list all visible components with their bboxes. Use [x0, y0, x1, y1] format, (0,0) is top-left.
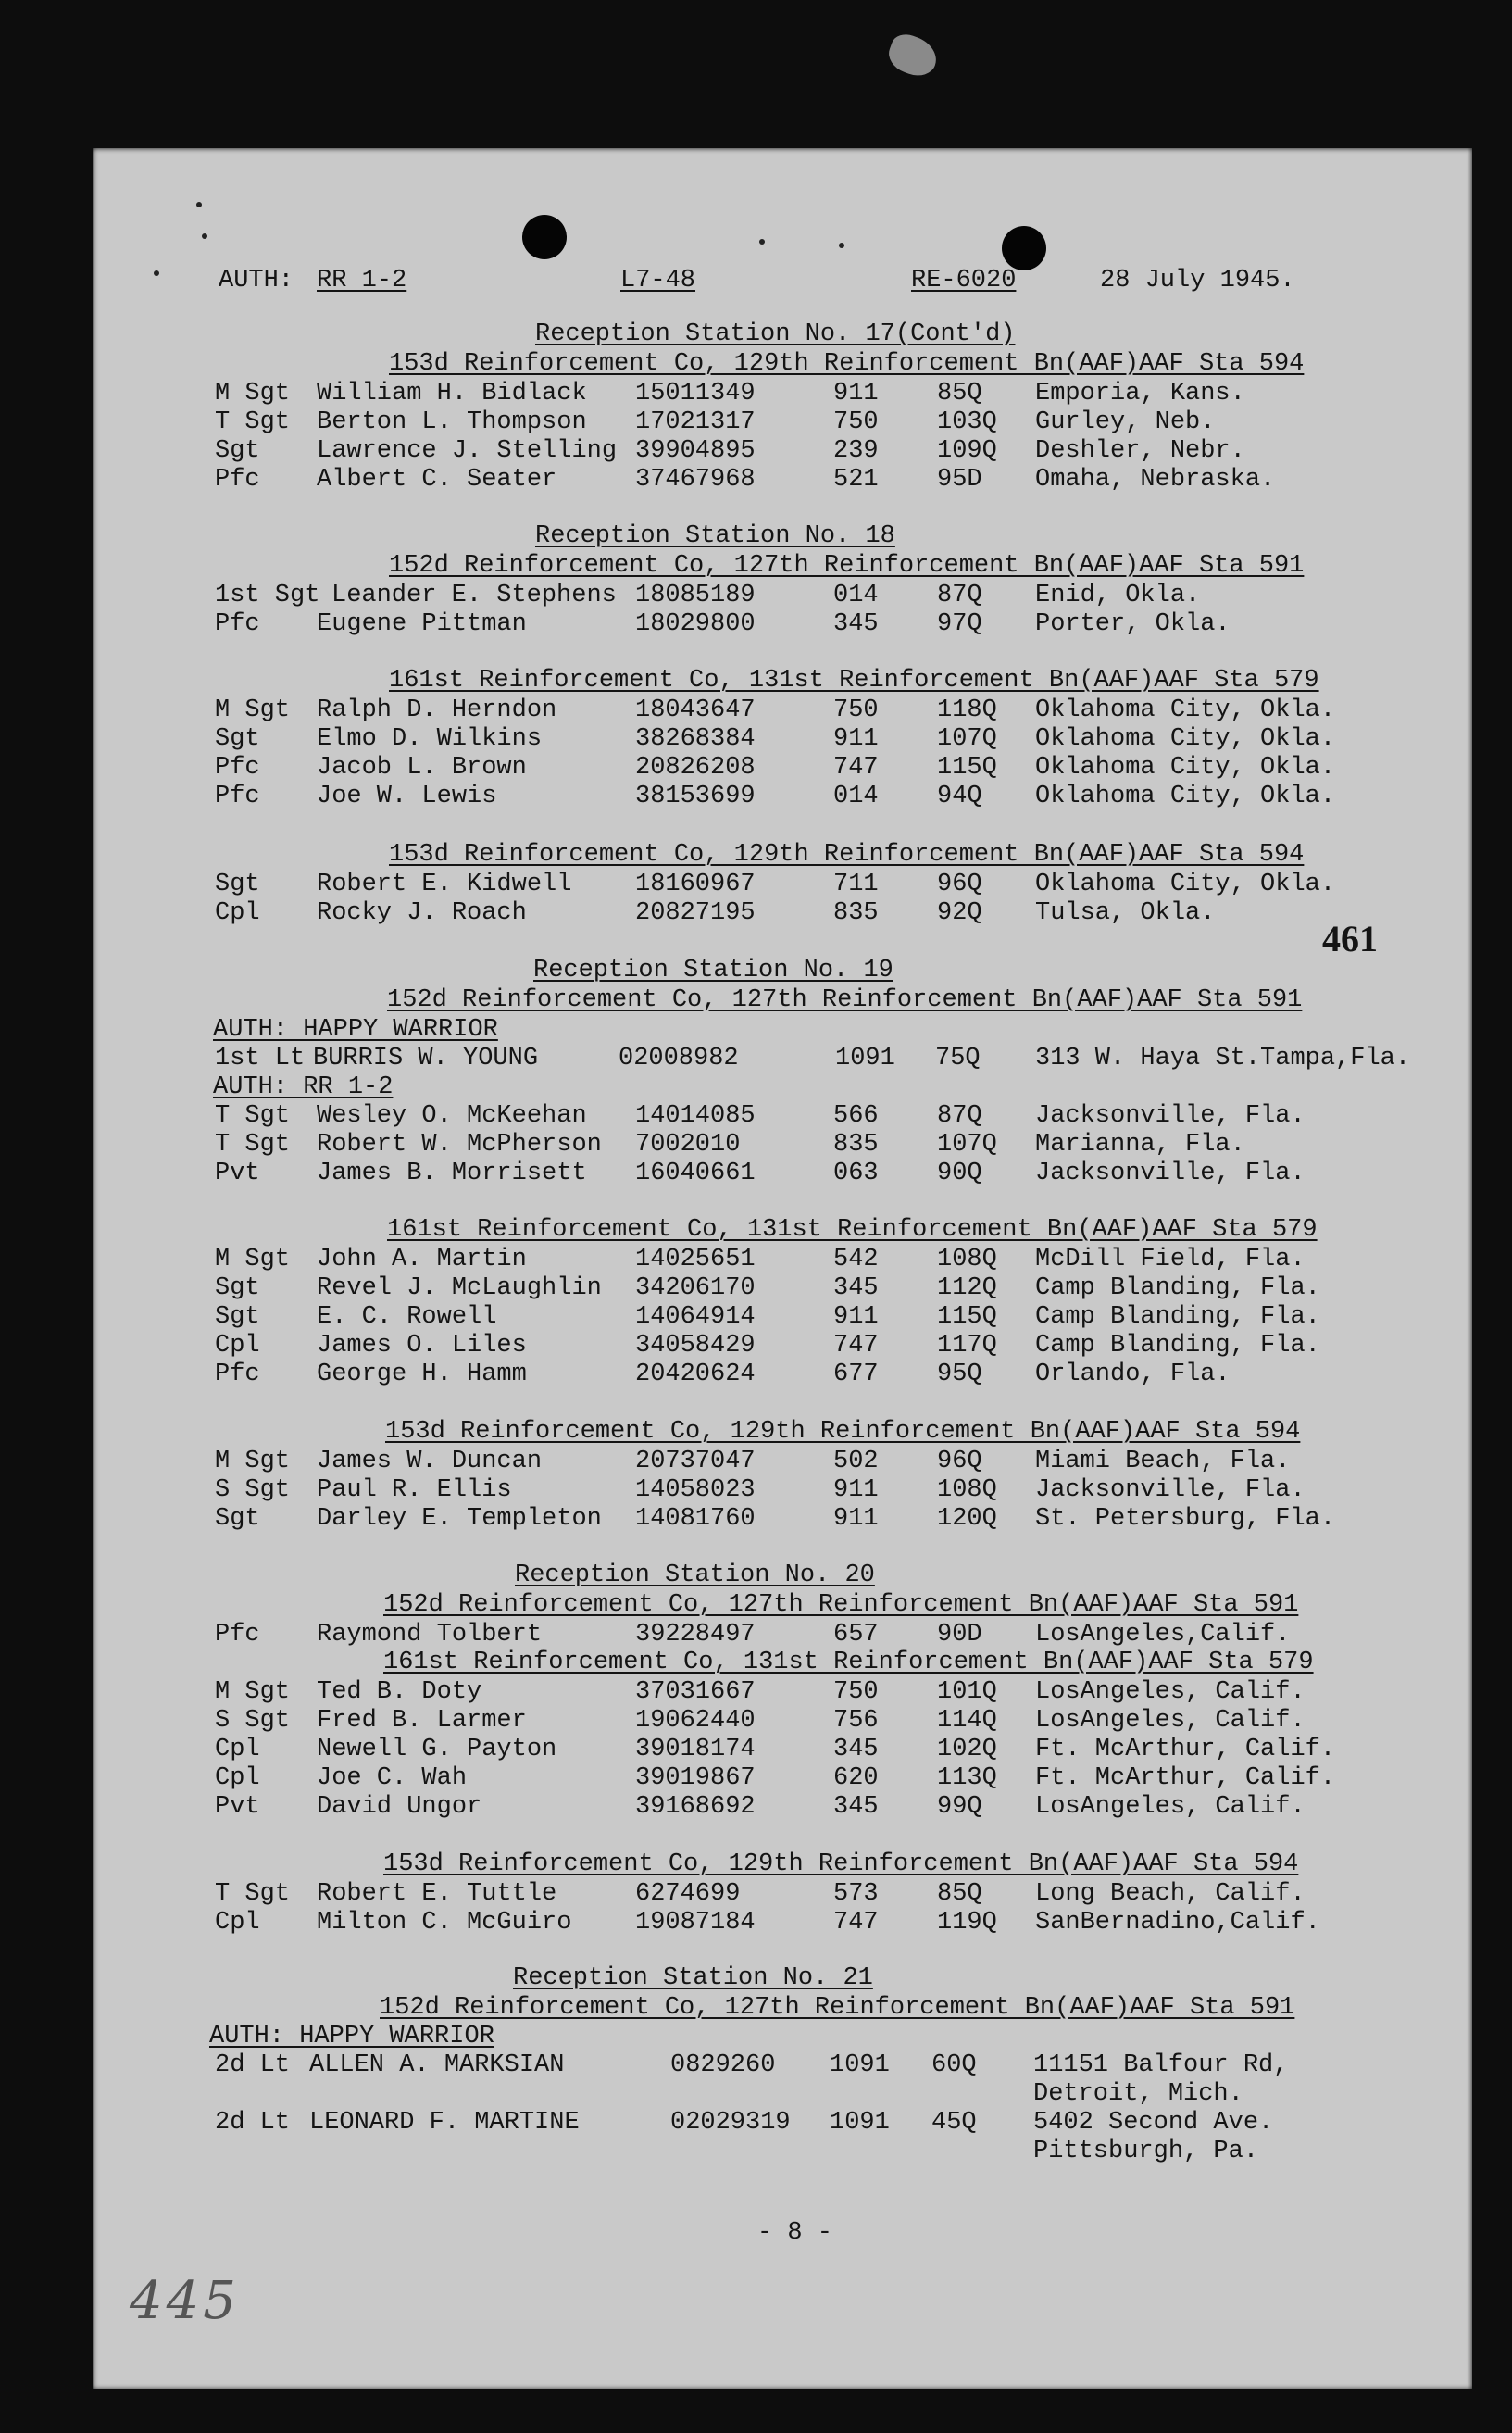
rank-cell: T Sgt	[215, 1102, 291, 1130]
mos-code-cell: 747	[833, 1909, 879, 1937]
score-cell: 112Q	[937, 1274, 997, 1302]
serial-number-cell: 39018174	[635, 1736, 756, 1763]
mos-code-cell: 573	[833, 1880, 879, 1908]
unit-heading: 153d Reinforcement Co, 129th Reinforcement Bn(AAF)AAF Sta 594	[389, 841, 1305, 869]
mos-code-cell: 345	[833, 1274, 879, 1302]
roster-row	[0, 408, 1512, 437]
roster-row	[0, 1764, 1512, 1793]
score-cell: 114Q	[937, 1707, 997, 1735]
mos-code-cell: 014	[833, 783, 879, 810]
mos-code-cell: 747	[833, 754, 879, 782]
home-address-cell: Long Beach, Calif.	[1035, 1880, 1306, 1908]
name-cell: Robert E. Tuttle	[317, 1880, 557, 1908]
rank-cell: S Sgt	[215, 1707, 291, 1735]
home-address-cell: Oklahoma City, Okla.	[1035, 871, 1336, 898]
serial-number-cell: 18160967	[635, 871, 756, 898]
roster-row	[0, 1274, 1512, 1303]
serial-number-cell: 39904895	[635, 437, 756, 465]
address-continuation: Pittsburgh, Pa.	[1033, 2138, 1259, 2165]
score-cell: 45Q	[931, 2109, 977, 2137]
score-cell: 117Q	[937, 1332, 997, 1360]
roster-row	[0, 1131, 1512, 1160]
rank-cell: M Sgt	[215, 696, 291, 724]
rank-cell: Pfc	[215, 1621, 260, 1649]
score-cell: 75Q	[935, 1045, 981, 1072]
rank-cell: Cpl	[215, 1736, 260, 1763]
home-address-cell: Deshler, Nebr.	[1035, 437, 1245, 465]
score-cell: 95D	[937, 466, 982, 494]
rank-cell: M Sgt	[215, 1678, 291, 1706]
unit-heading: 152d Reinforcement Co, 127th Reinforcement Bn(AAF)AAF Sta 591	[387, 986, 1303, 1014]
name-cell: Fred B. Larmer	[317, 1707, 527, 1735]
rank-cell: Cpl	[215, 1332, 260, 1360]
mos-code-cell: 345	[833, 1736, 879, 1763]
serial-number-cell: 39228497	[635, 1621, 756, 1649]
serial-number-cell: 16040661	[635, 1160, 756, 1187]
roster-row	[0, 1793, 1512, 1822]
serial-number-cell: 18029800	[635, 610, 756, 638]
roster-row	[0, 871, 1512, 899]
serial-number-cell: 6274699	[635, 1880, 741, 1908]
serial-number-cell: 19087184	[635, 1909, 756, 1937]
mos-code-cell: 750	[833, 696, 879, 724]
score-cell: 108Q	[937, 1476, 997, 1504]
name-cell: Albert C. Seater	[317, 466, 557, 494]
name-cell: George H. Hamm	[317, 1361, 527, 1388]
rank-cell: Pvt	[215, 1160, 260, 1187]
name-cell: Robert E. Kidwell	[317, 871, 572, 898]
unit-heading: 152d Reinforcement Co, 127th Reinforcement Bn(AAF)AAF Sta 591	[380, 1994, 1295, 2022]
serial-number-cell: 18085189	[635, 582, 756, 609]
name-cell: Paul R. Ellis	[317, 1476, 512, 1504]
rank-cell: Sgt	[215, 1303, 260, 1331]
home-address-cell: Porter, Okla.	[1035, 610, 1231, 638]
unit-heading: 161st Reinforcement Co, 131st Reinforcement Bn(AAF)AAF Sta 579	[383, 1649, 1314, 1676]
home-address-cell: Ft. McArthur, Calif.	[1035, 1764, 1336, 1792]
serial-number-cell: 39168692	[635, 1793, 756, 1821]
roster-row	[0, 696, 1512, 725]
name-cell: Newell G. Payton	[317, 1736, 557, 1763]
name-cell: E. C. Rowell	[317, 1303, 497, 1331]
mos-code-cell: 750	[833, 1678, 879, 1706]
roster-row	[0, 1448, 1512, 1476]
score-cell: 96Q	[937, 1448, 982, 1475]
serial-number-cell: 34206170	[635, 1274, 756, 1302]
score-cell: 115Q	[937, 754, 997, 782]
score-cell: 109Q	[937, 437, 997, 465]
serial-number-cell: 14058023	[635, 1476, 756, 1504]
name-cell: Wesley O. McKeehan	[317, 1102, 587, 1130]
name-cell: Robert W. McPherson	[317, 1131, 602, 1159]
serial-number-cell: 18043647	[635, 696, 756, 724]
name-cell: Ralph D. Herndon	[317, 696, 557, 724]
roster-row	[0, 783, 1512, 811]
score-cell: 115Q	[937, 1303, 997, 1331]
mos-code-cell: 345	[833, 1793, 879, 1821]
home-address-cell: Camp Blanding, Fla.	[1035, 1332, 1320, 1360]
rank-cell: Sgt	[215, 437, 260, 465]
serial-number-cell: 14081760	[635, 1505, 756, 1533]
mos-code-cell: 014	[833, 582, 879, 609]
rank-cell: Cpl	[215, 899, 260, 927]
roster-row	[0, 1621, 1512, 1649]
roster-row	[0, 582, 1512, 610]
rank-cell: T Sgt	[215, 1131, 291, 1159]
score-cell: 101Q	[937, 1678, 997, 1706]
name-cell: Raymond Tolbert	[317, 1621, 543, 1649]
unit-heading: 161st Reinforcement Co, 131st Reinforcement Bn(AAF)AAF Sta 579	[389, 667, 1319, 695]
score-cell: 107Q	[937, 1131, 997, 1159]
serial-number-cell: 20737047	[635, 1448, 756, 1475]
mos-code-cell: 1091	[830, 2109, 890, 2137]
mos-code-cell: 711	[833, 871, 879, 898]
home-address-cell: St. Petersburg, Fla.	[1035, 1505, 1336, 1533]
score-cell: 90Q	[937, 1160, 982, 1187]
home-address-cell: 5402 Second Ave.	[1033, 2109, 1274, 2137]
roster-row	[0, 2051, 1512, 2080]
score-cell: 87Q	[937, 1102, 982, 1130]
name-cell: ALLEN A. MARKSIAN	[309, 2051, 565, 2079]
home-address-cell: Jacksonville, Fla.	[1035, 1160, 1306, 1187]
score-cell: 113Q	[937, 1764, 997, 1792]
serial-number-cell: 20826208	[635, 754, 756, 782]
score-cell: 108Q	[937, 1246, 997, 1273]
mos-code-cell: 911	[833, 1505, 879, 1533]
auth-line: AUTH: HAPPY WARRIOR	[209, 2023, 494, 2050]
mos-code-cell: 911	[833, 1303, 879, 1331]
rank-cell: Sgt	[215, 871, 260, 898]
home-address-cell: Emporia, Kans.	[1035, 380, 1245, 408]
mos-code-cell: 502	[833, 1448, 879, 1475]
home-address-cell: Jacksonville, Fla.	[1035, 1102, 1306, 1130]
home-address-cell: Omaha, Nebraska.	[1035, 466, 1276, 494]
mos-code-cell: 620	[833, 1764, 879, 1792]
home-address-cell: Oklahoma City, Okla.	[1035, 725, 1336, 753]
station-heading: Reception Station No. 18	[535, 522, 895, 550]
roster-row	[0, 1505, 1512, 1534]
mos-code-cell: 1091	[830, 2051, 890, 2079]
rank-cell: 2d Lt	[215, 2109, 291, 2137]
score-cell: 92Q	[937, 899, 982, 927]
name-cell: Milton C. McGuiro	[317, 1909, 572, 1937]
name-cell: James O. Liles	[317, 1332, 527, 1360]
rank-cell: Cpl	[215, 1909, 260, 1937]
score-cell: 90D	[937, 1621, 982, 1649]
serial-number-cell: 37031667	[635, 1678, 756, 1706]
home-address-cell: Orlando, Fla.	[1035, 1361, 1231, 1388]
roster-row	[0, 437, 1512, 466]
score-cell: 120Q	[937, 1505, 997, 1533]
serial-number-cell: 39019867	[635, 1764, 756, 1792]
unit-heading: 153d Reinforcement Co, 129th Reinforcement Bn(AAF)AAF Sta 594	[389, 350, 1305, 378]
rank-cell: 1st Lt	[215, 1045, 306, 1072]
rank-cell: M Sgt	[215, 1246, 291, 1273]
roster-row	[0, 1736, 1512, 1764]
mos-code-cell: 566	[833, 1102, 879, 1130]
serial-number-cell: 15011349	[635, 380, 756, 408]
rank-cell: S Sgt	[215, 1476, 291, 1504]
station-heading: Reception Station No. 19	[533, 957, 893, 984]
serial-number-cell: 17021317	[635, 408, 756, 436]
home-address-cell: Jacksonville, Fla.	[1035, 1476, 1306, 1504]
roster-row	[0, 725, 1512, 754]
marginal-page-number: 461	[1322, 918, 1378, 959]
serial-number-cell: 20827195	[635, 899, 756, 927]
rank-cell: T Sgt	[215, 1880, 291, 1908]
serial-number-cell: 02008982	[619, 1045, 739, 1072]
mos-code-cell: 911	[833, 725, 879, 753]
page-footer: - 8 -	[757, 2219, 833, 2247]
score-cell: 97Q	[937, 610, 982, 638]
name-cell: Elmo D. Wilkins	[317, 725, 543, 753]
name-cell: David Ungor	[317, 1793, 482, 1821]
roster-row	[0, 2109, 1512, 2138]
serial-number-cell: 19062440	[635, 1707, 756, 1735]
mos-code-cell: 747	[833, 1332, 879, 1360]
home-address-cell: 313 W. Haya St.Tampa,Fla.	[1035, 1045, 1411, 1072]
auth-label: AUTH:	[219, 267, 294, 295]
roster-row	[0, 1707, 1512, 1736]
score-cell: 96Q	[937, 871, 982, 898]
rank-cell: Pfc	[215, 1361, 260, 1388]
home-address-cell: McDill Field, Fla.	[1035, 1246, 1306, 1273]
auth-value: RR 1-2	[317, 267, 407, 295]
serial-number-cell: 38268384	[635, 725, 756, 753]
name-cell: Joe C. Wah	[317, 1764, 468, 1792]
score-cell: 102Q	[937, 1736, 997, 1763]
mos-code-cell: 521	[833, 466, 879, 494]
score-cell: 118Q	[937, 696, 997, 724]
unit-heading: 161st Reinforcement Co, 131st Reinforcement Bn(AAF)AAF Sta 579	[387, 1216, 1318, 1244]
name-cell: Joe W. Lewis	[317, 783, 497, 810]
roster-row	[0, 1476, 1512, 1505]
roster-row	[0, 754, 1512, 783]
roster-row	[0, 1678, 1512, 1707]
roster-row	[0, 1303, 1512, 1332]
serial-number-cell: 7002010	[635, 1131, 741, 1159]
rank-cell: 1st Sgt	[215, 582, 320, 609]
home-address-cell: Camp Blanding, Fla.	[1035, 1303, 1320, 1331]
rank-cell: Pvt	[215, 1793, 260, 1821]
home-address-cell: Oklahoma City, Okla.	[1035, 783, 1336, 810]
name-cell: John A. Martin	[317, 1246, 527, 1273]
serial-number-cell: 14064914	[635, 1303, 756, 1331]
name-cell: James B. Morrisett	[317, 1160, 587, 1187]
name-cell: Berton L. Thompson	[317, 408, 587, 436]
station-heading: Reception Station No. 20	[515, 1561, 875, 1589]
name-cell: William H. Bidlack	[317, 380, 587, 408]
roster-row	[0, 1246, 1512, 1274]
mos-code-cell: 911	[833, 380, 879, 408]
auth-line: AUTH: RR 1-2	[213, 1073, 394, 1101]
score-cell: 60Q	[931, 2051, 977, 2079]
home-address-cell: Camp Blanding, Fla.	[1035, 1274, 1320, 1302]
mos-code-cell: 835	[833, 1131, 879, 1159]
score-cell: 119Q	[937, 1909, 997, 1937]
home-address-cell: Gurley, Neb.	[1035, 408, 1216, 436]
mos-code-cell: 063	[833, 1160, 879, 1187]
score-cell: 95Q	[937, 1361, 982, 1388]
name-cell: Rocky J. Roach	[317, 899, 527, 927]
roster-row	[0, 1361, 1512, 1389]
serial-number-cell: 02029319	[670, 2109, 791, 2137]
station-heading: Reception Station No. 17(Cont'd)	[535, 320, 1016, 348]
unit-heading: 153d Reinforcement Co, 129th Reinforcement Bn(AAF)AAF Sta 594	[383, 1850, 1299, 1878]
rank-cell: Sgt	[215, 1274, 260, 1302]
serial-number-cell: 34058429	[635, 1332, 756, 1360]
score-cell: 99Q	[937, 1793, 982, 1821]
home-address-cell: Marianna, Fla.	[1035, 1131, 1245, 1159]
mos-code-cell: 239	[833, 437, 879, 465]
unit-heading: 152d Reinforcement Co, 127th Reinforcement Bn(AAF)AAF Sta 591	[383, 1591, 1299, 1619]
home-address-cell: Oklahoma City, Okla.	[1035, 754, 1336, 782]
serial-number-cell: 14025651	[635, 1246, 756, 1273]
mos-code-cell: 542	[833, 1246, 879, 1273]
score-cell: 87Q	[937, 582, 982, 609]
roster-row	[0, 1332, 1512, 1361]
home-address-cell: Ft. McArthur, Calif.	[1035, 1736, 1336, 1763]
rank-cell: Pfc	[215, 783, 260, 810]
home-address-cell: SanBernadino,Calif.	[1035, 1909, 1320, 1937]
rank-cell: Pfc	[215, 754, 260, 782]
mos-code-cell: 1091	[835, 1045, 895, 1072]
address-continuation: Detroit, Mich.	[1033, 2080, 1243, 2108]
doc-code-1: L7-48	[620, 267, 696, 295]
rank-cell: 2d Lt	[215, 2051, 291, 2079]
serial-number-cell: 14014085	[635, 1102, 756, 1130]
name-cell: Leander E. Stephens	[331, 582, 617, 609]
mos-code-cell: 657	[833, 1621, 879, 1649]
mos-code-cell: 677	[833, 1361, 879, 1388]
home-address-cell: 11151 Balfour Rd,	[1033, 2051, 1289, 2079]
rank-cell: Pfc	[215, 466, 260, 494]
name-cell: Jacob L. Brown	[317, 754, 527, 782]
serial-number-cell: 20420624	[635, 1361, 756, 1388]
score-cell: 103Q	[937, 408, 997, 436]
name-cell: Darley E. Templeton	[317, 1505, 602, 1533]
rank-cell: Cpl	[215, 1764, 260, 1792]
rank-cell: M Sgt	[215, 380, 291, 408]
unit-heading: 152d Reinforcement Co, 127th Reinforcement Bn(AAF)AAF Sta 591	[389, 552, 1305, 580]
name-cell: James W. Duncan	[317, 1448, 543, 1475]
handwritten-number: 445	[130, 2271, 240, 2331]
serial-number-cell: 37467968	[635, 466, 756, 494]
roster-row	[0, 610, 1512, 639]
home-address-cell: LosAngeles, Calif.	[1035, 1678, 1306, 1706]
roster-row	[0, 1880, 1512, 1909]
mos-code-cell: 750	[833, 408, 879, 436]
roster-row	[0, 466, 1512, 495]
score-cell: 85Q	[937, 380, 982, 408]
score-cell: 85Q	[937, 1880, 982, 1908]
rank-cell: Sgt	[215, 725, 260, 753]
roster-row	[0, 1045, 1512, 1073]
home-address-cell: LosAngeles, Calif.	[1035, 1793, 1306, 1821]
serial-number-cell: 0829260	[670, 2051, 776, 2079]
rank-cell: Pfc	[215, 610, 260, 638]
home-address-cell: Enid, Okla.	[1035, 582, 1201, 609]
serial-number-cell: 38153699	[635, 783, 756, 810]
name-cell: Ted B. Doty	[317, 1678, 482, 1706]
doc-code-2: RE-6020	[911, 267, 1017, 295]
mos-code-cell: 756	[833, 1707, 879, 1735]
roster-row	[0, 1102, 1512, 1131]
score-cell: 107Q	[937, 725, 997, 753]
name-cell: BURRIS W. YOUNG	[313, 1045, 539, 1072]
roster-row	[0, 899, 1512, 928]
auth-line: AUTH: HAPPY WARRIOR	[213, 1016, 498, 1044]
mos-code-cell: 835	[833, 899, 879, 927]
mos-code-cell: 345	[833, 610, 879, 638]
doc-date: 28 July 1945.	[1100, 267, 1295, 295]
name-cell: Lawrence J. Stelling	[317, 437, 618, 465]
home-address-cell: LosAngeles, Calif.	[1035, 1707, 1306, 1735]
rank-cell: T Sgt	[215, 408, 291, 436]
unit-heading: 153d Reinforcement Co, 129th Reinforcement Bn(AAF)AAF Sta 594	[385, 1418, 1301, 1446]
name-cell: Revel J. McLaughlin	[317, 1274, 602, 1302]
roster-row	[0, 1909, 1512, 1938]
name-cell: Eugene Pittman	[317, 610, 527, 638]
rank-cell: M Sgt	[215, 1448, 291, 1475]
score-cell: 94Q	[937, 783, 982, 810]
name-cell: LEONARD F. MARTINE	[309, 2109, 580, 2137]
mos-code-cell: 911	[833, 1476, 879, 1504]
home-address-cell: Miami Beach, Fla.	[1035, 1448, 1291, 1475]
rank-cell: Sgt	[215, 1505, 260, 1533]
home-address-cell: LosAngeles,Calif.	[1035, 1621, 1291, 1649]
roster-row	[0, 380, 1512, 408]
home-address-cell: Oklahoma City, Okla.	[1035, 696, 1336, 724]
roster-row	[0, 1160, 1512, 1188]
station-heading: Reception Station No. 21	[513, 1964, 873, 1992]
home-address-cell: Tulsa, Okla.	[1035, 899, 1216, 927]
